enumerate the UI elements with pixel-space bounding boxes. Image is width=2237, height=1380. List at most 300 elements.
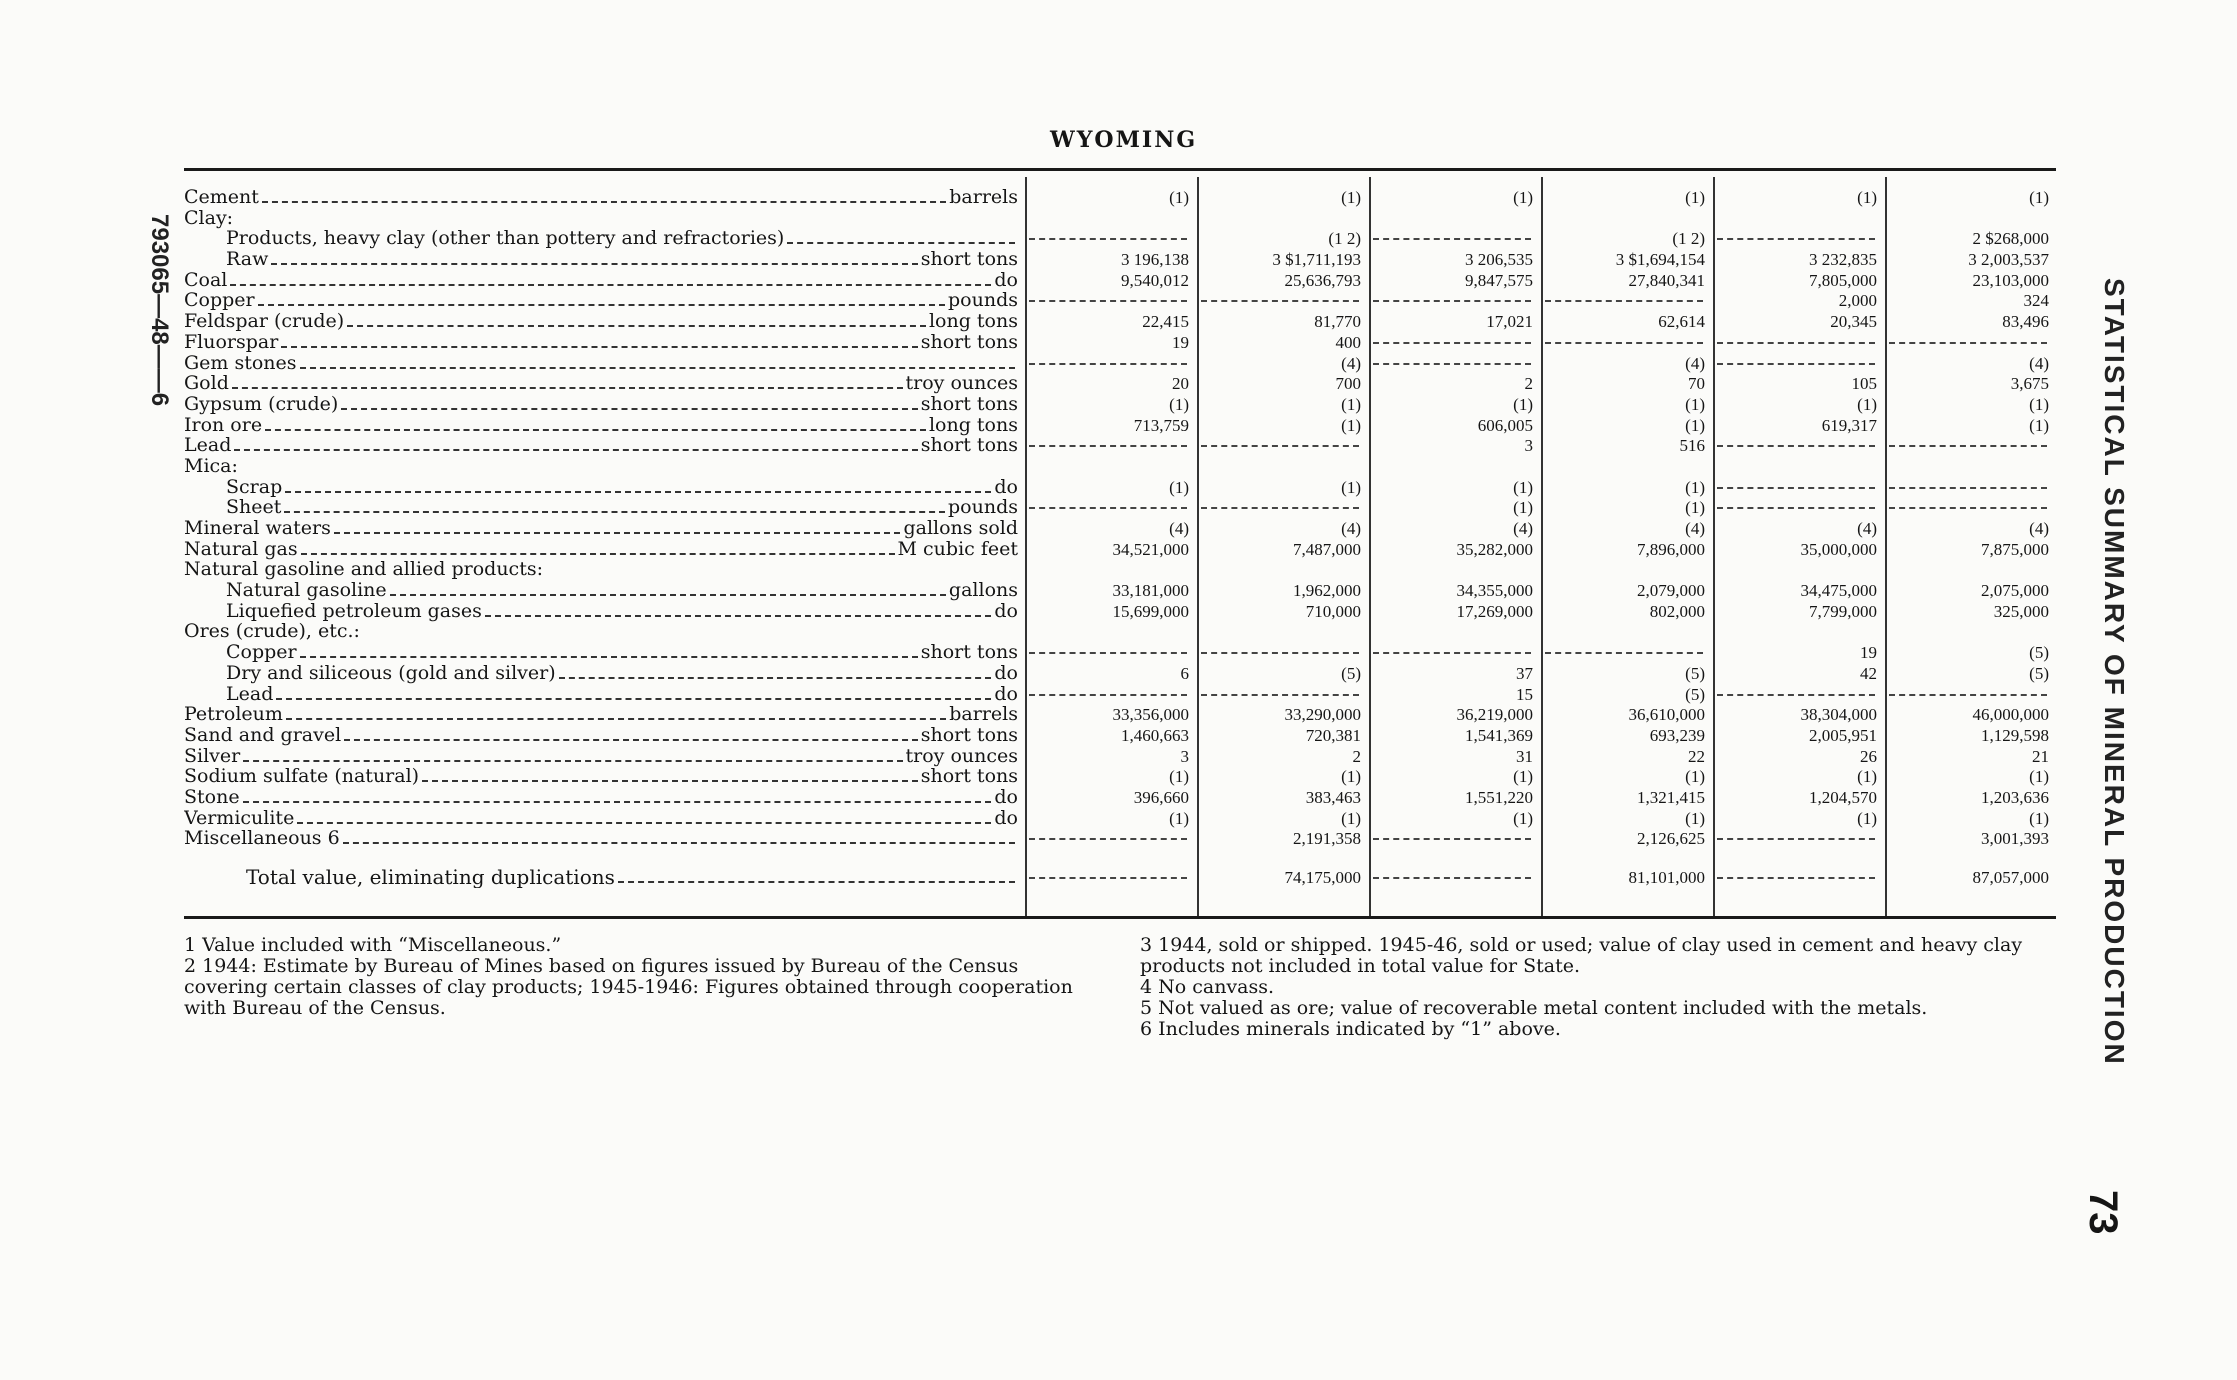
table-row bbox=[184, 208, 2056, 229]
value-cell: 700 bbox=[1335, 374, 1361, 394]
value-cell: 1,460,663 bbox=[1121, 725, 1189, 745]
empty-cell bbox=[1545, 290, 1703, 302]
row-unit: do bbox=[994, 807, 1018, 829]
value-cell: 62,614 bbox=[1658, 312, 1705, 332]
row-label-text: Sand and gravel bbox=[184, 724, 342, 746]
value-cell: (1) bbox=[2029, 808, 2049, 828]
value-cell: 2,126,625 bbox=[1637, 829, 1705, 849]
top-rule bbox=[184, 168, 2056, 171]
row-label-text: Raw bbox=[226, 249, 269, 271]
row-label bbox=[226, 477, 1018, 498]
row-unit: barrels bbox=[949, 187, 1018, 208]
row-label bbox=[184, 766, 1018, 787]
value-cell: 3 bbox=[1524, 436, 1533, 456]
row-label-text: Silver bbox=[184, 745, 241, 767]
value-cell: (1) bbox=[1169, 767, 1189, 787]
leader-dots bbox=[284, 511, 945, 513]
empty-cell bbox=[1889, 477, 2047, 489]
empty-cell bbox=[1889, 435, 2047, 447]
row-label bbox=[246, 867, 1018, 888]
value-cell: (1) bbox=[1513, 188, 1533, 207]
empty-cell bbox=[1373, 828, 1531, 840]
value-cell: 33,356,000 bbox=[1112, 705, 1189, 725]
table-row bbox=[184, 187, 2056, 208]
table-row bbox=[184, 353, 2056, 374]
value-cell: 33,181,000 bbox=[1112, 581, 1189, 601]
leader-dots bbox=[559, 677, 992, 679]
value-cell: 17,021 bbox=[1486, 312, 1533, 332]
value-cell: (4) bbox=[1513, 519, 1533, 538]
empty-cell bbox=[1717, 228, 1875, 240]
value-cell: 1,962,000 bbox=[1293, 581, 1361, 601]
row-label-text: Gem stones bbox=[184, 352, 297, 374]
row-unit: do bbox=[994, 662, 1018, 684]
row-label bbox=[184, 704, 1018, 725]
row-unit: short tons bbox=[920, 393, 1018, 415]
empty-cell bbox=[1029, 353, 1187, 365]
value-cell: (1) bbox=[1857, 188, 1877, 207]
row-unit: short tons bbox=[920, 249, 1018, 271]
page-number: 73 bbox=[2081, 1190, 2125, 1235]
value-cell: 2,079,000 bbox=[1637, 581, 1705, 601]
leader-dots bbox=[262, 201, 946, 203]
row-label bbox=[226, 580, 1018, 601]
row-label-text: Natural gasoline bbox=[226, 580, 387, 602]
value-cell: (4) bbox=[1341, 519, 1361, 538]
value-cell: 34,475,000 bbox=[1800, 581, 1877, 601]
empty-cell bbox=[1373, 642, 1531, 654]
value-cell: (1) bbox=[1341, 477, 1361, 497]
value-cell: 3 232,835 bbox=[1809, 250, 1877, 270]
row-label-text: Coal bbox=[184, 269, 228, 291]
value-cell: 35,282,000 bbox=[1456, 539, 1533, 559]
leader-dots bbox=[347, 325, 926, 327]
row-label bbox=[184, 270, 1018, 291]
table-row bbox=[184, 518, 2056, 539]
leader-dots bbox=[297, 822, 991, 824]
leader-dots bbox=[300, 367, 1015, 369]
empty-cell bbox=[1373, 228, 1531, 240]
leader-dots bbox=[390, 594, 946, 596]
value-cell: (4) bbox=[1169, 519, 1189, 538]
value-cell: 2 $268,000 bbox=[1972, 229, 2049, 249]
value-cell: (1) bbox=[1685, 394, 1705, 414]
empty-cell bbox=[1373, 867, 1531, 879]
footnote-line: with Bureau of the Census. bbox=[184, 997, 446, 1019]
row-label-text: Fluorspar bbox=[184, 331, 279, 353]
empty-cell bbox=[1373, 353, 1531, 365]
row-label-text: Ores (crude), etc.: bbox=[184, 621, 360, 643]
table-row bbox=[184, 766, 2056, 787]
footnote-line: covering certain classes of clay products; 1945-1946: Figures obtained through cooperation bbox=[184, 976, 1073, 998]
row-label bbox=[184, 559, 1018, 580]
table-row bbox=[184, 621, 2056, 642]
row-label bbox=[226, 684, 1018, 705]
empty-cell bbox=[1717, 828, 1875, 840]
value-cell: 383,463 bbox=[1305, 787, 1361, 807]
value-cell: (1) bbox=[1685, 415, 1705, 435]
leader-dots bbox=[265, 429, 926, 431]
table-row bbox=[184, 808, 2056, 829]
row-label-text: Scrap bbox=[226, 476, 283, 498]
empty-cell bbox=[1029, 435, 1187, 447]
value-cell: (4) bbox=[2029, 519, 2049, 538]
empty-cell bbox=[1029, 228, 1187, 240]
row-unit: barrels bbox=[949, 704, 1018, 726]
leader-dots bbox=[243, 801, 992, 803]
row-label bbox=[184, 518, 1018, 539]
row-label bbox=[184, 415, 1018, 436]
value-cell: 21 bbox=[2032, 746, 2049, 766]
row-label-text: Feldspar (crude) bbox=[184, 311, 345, 333]
value-cell: 35,000,000 bbox=[1800, 539, 1877, 559]
bottom-rule bbox=[184, 916, 2056, 919]
value-cell: 3 206,535 bbox=[1465, 250, 1533, 270]
value-cell: 9,847,575 bbox=[1465, 270, 1533, 290]
table-row bbox=[184, 539, 2056, 560]
value-cell: 26 bbox=[1860, 746, 1877, 766]
row-unit: do bbox=[994, 683, 1018, 705]
value-cell: 7,805,000 bbox=[1809, 270, 1877, 290]
value-cell: (1) bbox=[1513, 767, 1533, 787]
value-cell: 710,000 bbox=[1305, 601, 1361, 621]
value-cell: (1) bbox=[1685, 767, 1705, 787]
value-cell: 2 bbox=[1352, 746, 1361, 766]
leader-dots bbox=[243, 760, 902, 762]
leader-dots bbox=[285, 491, 991, 493]
value-cell: 720,381 bbox=[1305, 725, 1361, 745]
row-label-text: Natural gas bbox=[184, 538, 298, 560]
empty-cell bbox=[1201, 290, 1359, 302]
total-spacer bbox=[184, 849, 2056, 867]
row-label-text: Dry and siliceous (gold and silver) bbox=[226, 662, 556, 684]
footnote-line: products not included in total value for State. bbox=[1140, 955, 1581, 977]
empty-cell bbox=[1029, 867, 1187, 879]
value-cell: 20 bbox=[1172, 374, 1189, 394]
empty-cell bbox=[1029, 497, 1187, 509]
row-label bbox=[226, 601, 1018, 622]
table-row bbox=[184, 663, 2056, 684]
total-row bbox=[184, 867, 2056, 888]
value-cell: (5) bbox=[1685, 684, 1705, 704]
row-unit: long tons bbox=[928, 414, 1018, 436]
value-cell: 619,317 bbox=[1821, 415, 1877, 435]
row-label bbox=[184, 332, 1018, 353]
value-cell: 22 bbox=[1688, 746, 1705, 766]
table-row bbox=[184, 332, 2056, 353]
leader-dots bbox=[485, 615, 992, 617]
row-unit: do bbox=[994, 269, 1018, 291]
value-cell: (5) bbox=[2029, 663, 2049, 683]
leader-dots bbox=[230, 284, 991, 286]
row-label-text: Gypsum (crude) bbox=[184, 393, 339, 415]
value-cell: 516 bbox=[1679, 436, 1705, 456]
leader-dots bbox=[276, 698, 991, 700]
value-cell: 1,551,220 bbox=[1465, 787, 1533, 807]
table-row bbox=[184, 580, 2056, 601]
table-row bbox=[184, 373, 2056, 394]
value-cell: 2,191,358 bbox=[1293, 829, 1361, 849]
value-cell: (5) bbox=[1341, 663, 1361, 683]
leader-dots bbox=[258, 304, 945, 306]
table-row bbox=[184, 725, 2056, 746]
value-cell: (4) bbox=[2029, 353, 2049, 373]
value-cell: 325,000 bbox=[1993, 601, 2049, 621]
row-label bbox=[184, 746, 1018, 767]
value-cell: (1 2) bbox=[1672, 229, 1705, 249]
value-cell: (1 2) bbox=[1328, 229, 1361, 249]
value-cell: (1) bbox=[1685, 477, 1705, 497]
value-cell: 1,129,598 bbox=[1981, 725, 2049, 745]
value-cell: 87,057,000 bbox=[1972, 868, 2049, 887]
table-row bbox=[184, 601, 2056, 622]
table-row bbox=[184, 415, 2056, 436]
row-label-text: Copper bbox=[184, 290, 255, 312]
row-label bbox=[184, 725, 1018, 746]
empty-cell bbox=[1029, 828, 1187, 840]
mineral-production-table bbox=[184, 187, 2056, 888]
value-cell: 9,540,012 bbox=[1121, 270, 1189, 290]
table-row bbox=[184, 228, 2056, 249]
row-label-text: Stone bbox=[184, 786, 240, 808]
value-cell: 802,000 bbox=[1649, 601, 1705, 621]
leader-dots bbox=[334, 532, 901, 534]
leader-dots bbox=[232, 387, 903, 389]
value-cell: 2,000 bbox=[1838, 291, 1877, 311]
row-label bbox=[226, 497, 1018, 518]
value-cell: 15,699,000 bbox=[1112, 601, 1189, 621]
footnote-line: 5 Not valued as ore; value of recoverable metal content included with the metals. bbox=[1140, 997, 1928, 1019]
value-cell: 3 $1,694,154 bbox=[1615, 250, 1705, 270]
value-cell: 46,000,000 bbox=[1972, 705, 2049, 725]
empty-cell bbox=[1717, 477, 1875, 489]
value-cell: (1) bbox=[1169, 394, 1189, 414]
table-row bbox=[184, 684, 2056, 705]
row-unit: short tons bbox=[920, 724, 1018, 746]
table-row bbox=[184, 704, 2056, 725]
value-cell: 3 bbox=[1180, 746, 1189, 766]
value-cell: 396,660 bbox=[1133, 787, 1189, 807]
value-cell: 400 bbox=[1335, 332, 1361, 352]
table-row bbox=[184, 642, 2056, 663]
value-cell: (1) bbox=[2029, 415, 2049, 435]
value-cell: 25,636,793 bbox=[1284, 270, 1361, 290]
empty-cell bbox=[1373, 332, 1531, 344]
value-cell: 19 bbox=[1172, 332, 1189, 352]
value-cell: (1) bbox=[1857, 394, 1877, 414]
value-cell: (1) bbox=[2029, 767, 2049, 787]
footnotes-right bbox=[1140, 935, 2060, 1040]
row-label bbox=[184, 290, 1018, 311]
value-cell: (1) bbox=[1341, 415, 1361, 435]
value-cell: 2,005,951 bbox=[1809, 725, 1877, 745]
value-cell: 81,770 bbox=[1314, 312, 1361, 332]
value-cell: (1) bbox=[1169, 477, 1189, 497]
value-cell: 2,075,000 bbox=[1981, 581, 2049, 601]
footnotes-left bbox=[184, 935, 1124, 1019]
row-label-text: Sodium sulfate (natural) bbox=[184, 766, 420, 788]
value-cell: (1) bbox=[1341, 188, 1361, 207]
empty-cell bbox=[1717, 435, 1875, 447]
value-cell: 36,219,000 bbox=[1456, 705, 1533, 725]
row-label bbox=[184, 311, 1018, 332]
empty-cell bbox=[1889, 497, 2047, 509]
row-label bbox=[226, 663, 1018, 684]
row-label bbox=[184, 621, 1018, 642]
value-cell: 1,541,369 bbox=[1465, 725, 1533, 745]
value-cell: (4) bbox=[1857, 519, 1877, 538]
table-row bbox=[184, 311, 2056, 332]
empty-cell bbox=[1373, 290, 1531, 302]
leader-dots bbox=[343, 842, 1015, 844]
value-cell: (1) bbox=[1857, 767, 1877, 787]
row-label bbox=[226, 228, 1018, 249]
leader-dots bbox=[234, 449, 917, 451]
row-unit: M cubic feet bbox=[897, 538, 1018, 560]
value-cell: 7,896,000 bbox=[1637, 539, 1705, 559]
table-row bbox=[184, 497, 2056, 518]
empty-cell bbox=[1889, 332, 2047, 344]
value-cell: 15 bbox=[1516, 684, 1533, 704]
value-cell: (1) bbox=[1341, 767, 1361, 787]
value-cell: (5) bbox=[1685, 663, 1705, 683]
value-cell: 22,415 bbox=[1142, 312, 1189, 332]
value-cell: 23,103,000 bbox=[1972, 270, 2049, 290]
value-cell: 33,290,000 bbox=[1284, 705, 1361, 725]
leader-dots bbox=[286, 718, 946, 720]
table-row bbox=[184, 746, 2056, 767]
value-cell: 70 bbox=[1688, 374, 1705, 394]
row-unit: gallons sold bbox=[903, 518, 1018, 539]
row-label bbox=[226, 642, 1018, 663]
row-label bbox=[184, 394, 1018, 415]
value-cell: 606,005 bbox=[1477, 415, 1533, 435]
empty-cell bbox=[1201, 497, 1359, 509]
empty-cell bbox=[1029, 642, 1187, 654]
leader-dots bbox=[341, 408, 917, 410]
row-label bbox=[184, 456, 1018, 477]
row-label bbox=[184, 373, 1018, 394]
value-cell: 34,355,000 bbox=[1456, 581, 1533, 601]
table-row bbox=[184, 828, 2056, 849]
value-cell: 83,496 bbox=[2002, 312, 2049, 332]
row-label bbox=[184, 539, 1018, 560]
footnote-line: 3 1944, sold or shipped. 1945-46, sold or used; value of clay used in cement and heavy clay bbox=[1140, 934, 2023, 956]
row-label-text: Gold bbox=[184, 373, 229, 395]
value-cell: 3 2,003,537 bbox=[1968, 250, 2049, 270]
row-label-text: Natural gasoline and allied products: bbox=[184, 559, 543, 581]
row-unit: pounds bbox=[948, 497, 1018, 519]
row-label-text: Mineral waters bbox=[184, 518, 331, 539]
value-cell: 20,345 bbox=[1830, 312, 1877, 332]
empty-cell bbox=[1717, 332, 1875, 344]
row-label-text: Lead bbox=[184, 435, 232, 457]
row-label-text: Products, heavy clay (other than pottery and refractories) bbox=[226, 228, 785, 250]
empty-cell bbox=[1545, 642, 1703, 654]
table-row bbox=[184, 290, 2056, 311]
value-cell: (1) bbox=[1685, 498, 1705, 518]
leader-dots bbox=[422, 780, 918, 782]
empty-cell bbox=[1889, 684, 2047, 696]
table-row bbox=[184, 477, 2056, 498]
value-cell: 38,304,000 bbox=[1800, 705, 1877, 725]
table-row bbox=[184, 559, 2056, 580]
row-unit: troy ounces bbox=[905, 745, 1018, 767]
row-label bbox=[184, 187, 1018, 208]
value-cell: 1,321,415 bbox=[1637, 787, 1705, 807]
value-cell: (4) bbox=[1685, 353, 1705, 373]
value-cell: (1) bbox=[1857, 808, 1877, 828]
row-label-text: Iron ore bbox=[184, 414, 263, 436]
row-unit: pounds bbox=[948, 290, 1018, 312]
value-cell: 693,239 bbox=[1649, 725, 1705, 745]
empty-cell bbox=[1545, 332, 1703, 344]
row-label-text: Lead bbox=[226, 683, 274, 705]
row-label bbox=[184, 808, 1018, 829]
value-cell: (1) bbox=[1513, 394, 1533, 414]
leader-dots bbox=[344, 739, 918, 741]
value-cell: 6 bbox=[1180, 663, 1189, 683]
value-cell: (1) bbox=[1685, 188, 1705, 207]
value-cell: (1) bbox=[1513, 808, 1533, 828]
row-label-text: Sheet bbox=[226, 497, 282, 519]
row-label bbox=[226, 249, 1018, 270]
leader-dots bbox=[618, 881, 1015, 883]
table-row bbox=[184, 249, 2056, 270]
side-code: 793065—48——6 bbox=[146, 214, 173, 407]
empty-cell bbox=[1717, 353, 1875, 365]
value-cell: 3,675 bbox=[2010, 374, 2049, 394]
row-unit: short tons bbox=[920, 766, 1018, 788]
value-cell: 3 196,138 bbox=[1121, 250, 1189, 270]
empty-cell bbox=[1717, 867, 1875, 879]
value-cell: (1) bbox=[1341, 394, 1361, 414]
side-title: STATISTICAL SUMMARY OF MINERAL PRODUCTION bbox=[2099, 278, 2130, 1066]
value-cell: 324 bbox=[2023, 291, 2049, 311]
value-cell: (1) bbox=[2029, 188, 2049, 207]
page-title: WYOMING bbox=[1050, 127, 1198, 153]
empty-cell bbox=[1201, 435, 1359, 447]
value-cell: 7,487,000 bbox=[1293, 539, 1361, 559]
row-label-text: Mica: bbox=[184, 455, 238, 477]
value-cell: 3,001,393 bbox=[1981, 829, 2049, 849]
value-cell: 19 bbox=[1860, 643, 1877, 663]
row-label bbox=[184, 435, 1018, 456]
row-label-text: Total value, eliminating duplications bbox=[246, 867, 615, 888]
value-cell: 31 bbox=[1516, 746, 1533, 766]
row-unit: long tons bbox=[928, 311, 1018, 333]
value-cell: 74,175,000 bbox=[1284, 868, 1361, 887]
row-label-text: Clay: bbox=[184, 207, 234, 229]
value-cell: (1) bbox=[1685, 808, 1705, 828]
row-unit: do bbox=[994, 476, 1018, 498]
footnote-line: 6 Includes minerals indicated by “1” above. bbox=[1140, 1018, 1561, 1040]
footnote-line: 2 1944: Estimate by Bureau of Mines based on figures issued by Bureau of the Census bbox=[184, 955, 1019, 977]
value-cell: 1,203,636 bbox=[1981, 787, 2049, 807]
value-cell: 81,101,000 bbox=[1628, 868, 1705, 887]
row-label-text: Copper bbox=[226, 642, 297, 664]
value-cell: 105 bbox=[1851, 374, 1877, 394]
row-unit: gallons bbox=[948, 580, 1018, 602]
table-row bbox=[184, 456, 2056, 477]
empty-cell bbox=[1201, 642, 1359, 654]
empty-cell bbox=[1717, 497, 1875, 509]
value-cell: 37 bbox=[1516, 663, 1533, 683]
value-cell: (1) bbox=[1513, 498, 1533, 518]
leader-dots bbox=[281, 346, 917, 348]
row-label bbox=[184, 787, 1018, 808]
table-row bbox=[184, 394, 2056, 415]
